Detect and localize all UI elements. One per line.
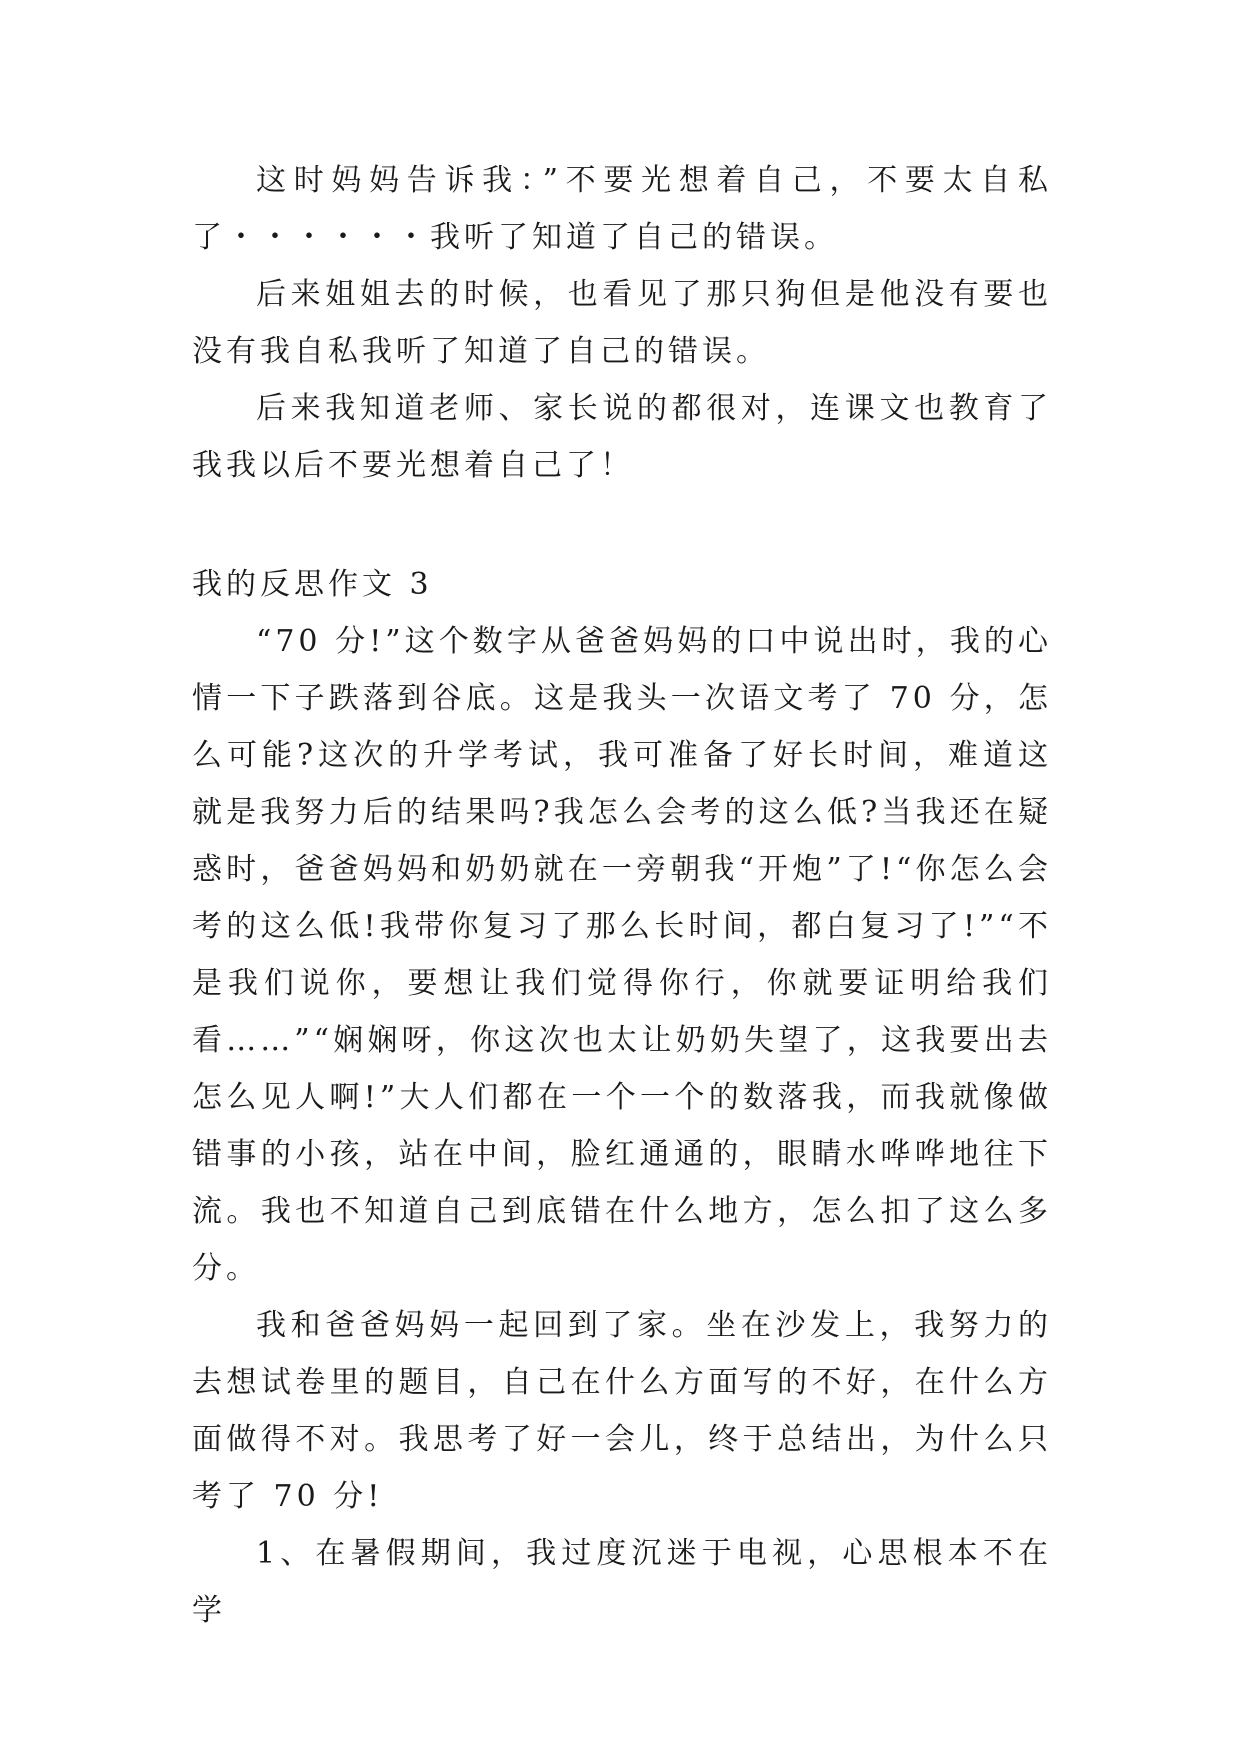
paragraph: 1、在暑假期间，我过度沉迷于电视，心思根本不在学 <box>192 1536 1052 1628</box>
paragraph: 后来姐姐去的时候，也看见了那只狗但是他没有要也没有我自私我听了知道了自己的错误。 <box>192 277 1052 369</box>
section-title: 我的反思作文 3 <box>192 567 433 602</box>
paragraph: 我和爸爸妈妈一起回到了家。坐在沙发上，我努力的去想试卷里的题目，自己在什么方面写的不好，在什么方面做得不对。我思考了好一会儿，终于总结出，为什么只考了 70 分! <box>192 1308 1052 1514</box>
paragraph: 后来我知道老师、家长说的都很对，连课文也教育了我我以后不要光想着自己了！ <box>192 391 1052 483</box>
document-body <box>192 152 1052 1639</box>
paragraph: 这时妈妈告诉我：”不要光想着自己，不要太自私了・・・・・・我听了知道了自己的错误。 <box>192 163 1052 255</box>
paragraph: “70 分!”这个数字从爸爸妈妈的口中说出时，我的心情一下子跌落到谷底。这是我头一次语文考了 70 分，怎么可能?这次的升学考试，我可准备了好长时间，难道这就是我努力后的结果吗?我怎么会考的这么低?当我还在疑惑时，爸爸妈妈和奶奶就在一旁朝我“开炮”了!“你怎么会考的这么低!我带你复习了那么长时间，都白复习了!”“不是我们说你，要想让我们觉得你行，你就要证明给我们看……”“娴娴呀，你这次也太让奶奶失望了，这我要出去怎么见人啊!”大人们都在一个一个的数落我，而我就像做错事的小孩，站在中间，脸红通通的，眼睛水哗哗地往下流。我也不知道自己到底错在什么地方，怎么扣了这么多分。 <box>192 624 1052 1286</box>
